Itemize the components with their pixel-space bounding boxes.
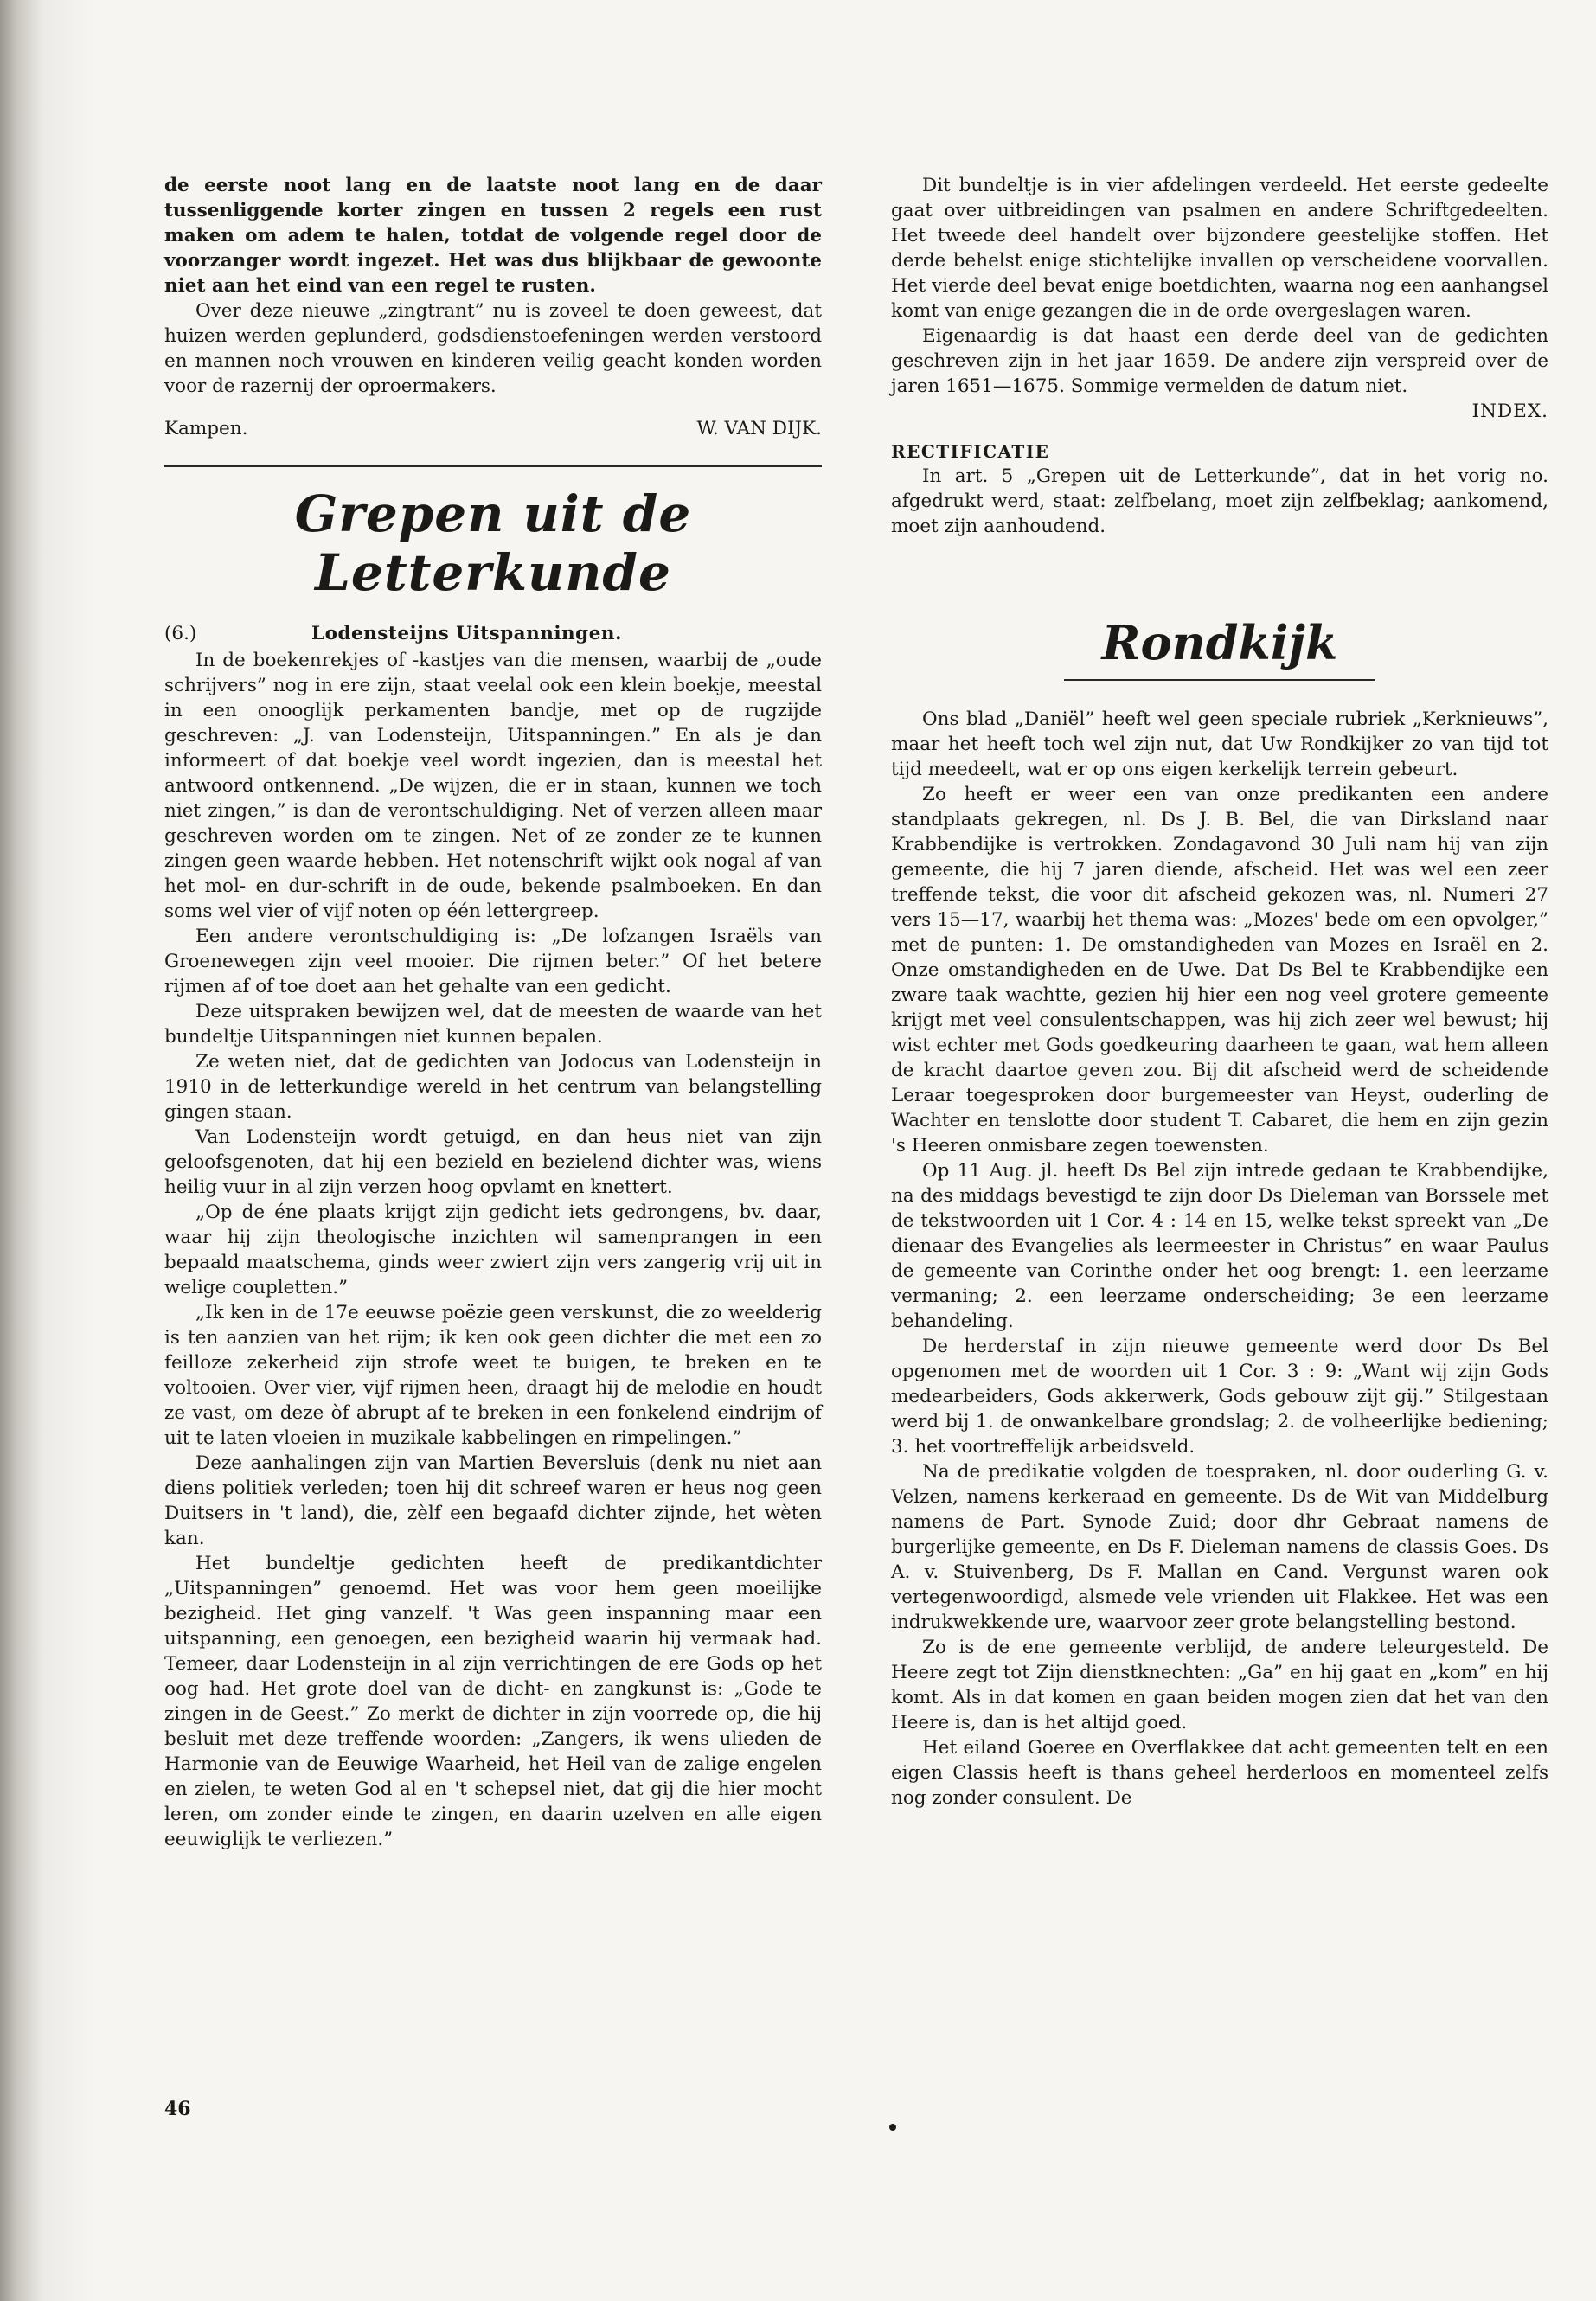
left-column — [164, 173, 822, 1852]
article-body — [164, 648, 822, 1852]
rondkijk-title: Rondkijk — [1101, 615, 1338, 670]
section-divider — [164, 465, 822, 467]
rondkijk-paragraph: De herderstaf in zijn nieuwe gemeente werd door Ds Bel opgenomen met de woorden uit 1 Cor. 3 : 9: „Want wij zijn Gods medearbeiders, Gods akkerwerk, Gods gebouw zijt gij.” Stilgestaan werd bij 1. de onwankelbare grondslag; 2. de volheerlijke bediening; 3. het voortreffelijk arbeidsveld. — [891, 1336, 1548, 1458]
article-paragraph: Het bundeltje gedichten heeft de predikantdichter „Uitspanningen” genoemd. Het was voor hem geen moeilijke bezigheid. Het ging vanzelf. 't Was geen inspanning maar een uitspanning, een genoegen, een bezigheid waarin hij vermaak had. Temeer, daar Lodensteijn in al zijn verrichtingen de ere Gods op het oog had. Het grote doel van de dicht- en zangkunst is: „Gode te zingen in de Geest.” Zo merkt de dichter in zijn voorrede op, die hij besluit met deze treffende woorden: „Zangers, ik wens ulieden de Harmonie van de Eeuwige Waarheid, het Heil van de zalige engelen en zielen, te weten God al en 't schepsel niet, dat gij die hier mocht leren, om zonder einde te zingen, en daarin uzelven en alle eigen eeuwiglijk te verliezen.” — [164, 1553, 822, 1850]
article-title: Grepen uit de Letterkunde — [294, 484, 692, 602]
rondkijk-paragraph: Zo is de ene gemeente verblijd, de andere teleurgesteld. De Heere zegt tot Zijn dienstknechten: „Ga” en hij gaat en „kom” en hij komt. Als in dat komen en gaan beiden mogen zien dat het van den Heere is, dan is het altijd goed. — [891, 1637, 1548, 1734]
rondkijk-body — [891, 707, 1548, 1811]
rondkijk-paragraph: Op 11 Aug. jl. heeft Ds Bel zijn intrede gedaan te Krabbendijke, na des middags bevestigd te zijn door Ds Dieleman van Borssele met de tekstwoorden uit 1 Cor. 4 : 14 en 15, welke tekst spreekt van „De dienaar des Evangelies als leermeester in Christus” en waar Paulus de gemeente van Corinthe onder het oog brengt: 1. een leerzame vermaning; 2. een leerzame onderscheiding; 3e een leerzame behandeling. — [891, 1160, 1548, 1332]
signature-author: W. VAN DIJK. — [696, 418, 822, 439]
bullet-mark — [889, 2124, 896, 2131]
index-signature: INDEX. — [1471, 401, 1548, 422]
article-paragraph: „Op de éne plaats krijgt zijn gedicht iets gedrongens, bv. daar, waar hij zijn theologische inzichten wil samenprangen in een bepaald maatschema, ginds weer zwiert zijn vers zangerig vrij uit in welige coupletten.” — [164, 1202, 822, 1298]
rondkijk-rule — [1064, 679, 1375, 681]
signature-place: Kampen. — [164, 418, 248, 439]
article-paragraph: Van Lodensteijn wordt getuigd, en dan heus niet van zijn geloofsgenoten, dat hij een bezield en bezielend dichter was, wiens heilig vuur in al zijn verzen hoog opvlamt en knettert. — [164, 1126, 822, 1198]
intro-paragraph: de eerste noot lang en de laatste noot lang en de daar tussenliggende korter zingen en tussen 2 regels een rust maken om adem te halen, totdat de volgende regel door de voorzanger wordt ingezet. Het was dus blijkbaar de gewoonte niet aan het eind van een regel te rusten. — [164, 175, 822, 297]
rondkijk-paragraph: Na de predikatie volgden de toespraken, nl. door ouderling G. v. Velzen, namens kerkeraad en gemeente. Ds de Wit van Middelburg namens de Part. Synode Zuid; door dhr Gebraat namens de burgerlijke gemeente, en Ds F. Dieleman namens de classis Goes. Ds A. v. Stuivenberg, Ds F. Mallan en Cand. Vergunst waren ook vertegenwoordigd, alsmede vele vrienden uit Flakkee. Het was een indrukwekkende ure, waarvoor zeer grote belangstelling bestond. — [891, 1461, 1548, 1633]
page-number: 46 — [164, 2098, 191, 2120]
article-paragraph: Deze uitspraken bewijzen wel, dat de meesten de waarde van het bundeltje Uitspanningen niet kunnen bepalen. — [164, 1001, 822, 1048]
article-paragraph: In de boekenrekjes of -kastjes van die mensen, waarbij de „oude schrijvers” nog in ere zijn, staat veelal ook een klein boekje, meestal in een onooglijk perkamenten bandje, met op de rugzijde geschreven: „J. van Lodensteijn, Uitspanningen.” En als je dan informeert of dat boekje veel wordt ingezien, dan is meestal het antwoord ontkennend. „De wijzen, die er in staan, kunnen we toch niet zingen,” is dan de verontschuldiging. Net of verzen alleen maar geschreven worden om te zingen. Net of ze zonder ze te kunnen zingen geen waarde hebben. Het notenschrift wijkt ook nogal af van het mol- en dur-schrift in de oude, bekende psalmboeken. En dan soms wel vier of vijf noten op één lettergreep. — [164, 650, 822, 922]
article-paragraph: Een andere verontschuldiging is: „De lofzangen Israëls van Groenewegen zijn veel mooier. Die rijmen beter.” Of het betere rijmen af of toe doet aan het gehalte van een gedicht. — [164, 926, 822, 997]
signature-line — [164, 418, 822, 439]
rondkijk-paragraph: Ons blad „Daniël” heeft wel geen speciale rubriek „Kerknieuws”, maar het heeft toch wel zijn nut, dat Uw Rondkijker zo van tijd tot tijd meedeelt, wat er op ons eigen kerkelijk terrein gebeurt. — [891, 708, 1548, 780]
article-number: (6.) — [164, 623, 197, 644]
rondkijk-paragraph: Het eiland Goeree en Overflakkee dat acht gemeenten telt en een eigen Classis heeft is thans geheel herderloos en momenteel zelfs nog zonder consulent. De — [891, 1737, 1548, 1809]
dates-paragraph: Eigenaardig is dat haast een derde deel van de gedichten geschreven zijn in het jaar 1659. De andere zijn verspreid over de jaren 1651—1675. Sommige vermelden de datum niet. — [891, 325, 1548, 397]
article-subhead — [164, 623, 822, 644]
bundle-paragraph: Dit bundeltje is in vier afdelingen verdeeld. Het eerste gedeelte gaat over uitbreidingen van psalmen en andere Schriftgedeelten. Het tweede deel handelt over bijzondere geestelijke stoffen. Het derde behelst enige stichtelijke invallen op verscheidene voorvallen. Het vierde deel bevat enige boetdichten, waarna nog een aanhangsel komt van enige gezangen die in de orde overgeslagen waren. — [891, 175, 1548, 322]
article-paragraph: Deze aanhalingen zijn van Martien Beversluis (denk nu niet aan diens politiek verleden; toen hij dit schreef waren er heus nog geen Duitsers in 't land), die, zèlf een begaafd dichter zijnde, het wèten kan. — [164, 1452, 822, 1549]
zingtrant-paragraph: Over deze nieuwe „zingtrant” nu is zoveel te doen geweest, dat huizen werden geplunderd, godsdienstoefeningen werden verstoord en mannen noch vrouwen en kinderen veilig geacht konden worden voor de razernij der oproermakers. — [164, 300, 822, 397]
article-subtitle: Lodensteijns Uitspanningen. — [311, 623, 622, 644]
article-paragraph: Ze weten niet, dat de gedichten van Jodocus van Lodensteijn in 1910 in de letterkundige wereld in het centrum van belangstelling gingen staan. — [164, 1051, 822, 1123]
rectificatie-text: In art. 5 „Grepen uit de Letterkunde”, dat in het vorig no. afgedrukt werd, staat: zelfbelang, moet zijn zelfbeklag; aankomend, moet zijn aanhoudend. — [891, 465, 1548, 537]
rondkijk-paragraph: Zo heeft er weer een van onze predikanten een andere standplaats gekregen, nl. Ds J. B. Bel, die van Dirksland naar Krabbendijke is vertrokken. Zondagavond 30 Juli nam hij van zijn gemeente, die hij 7 jaren diende, afscheid. Het was wel een zeer treffende tekst, die voor dit afscheid gekozen was, nl. Numeri 27 vers 15—17, waarbij het thema was: „Mozes' bede om een opvolger,” met de punten: 1. De omstandigheden van Mozes en Israël en 2. Onze omstandigheden en de Uwe. Dat Ds Bel te Krabbendijke een zware taak wachtte, gezien hij hier een nog veel grotere gemeente krijgt met veel consulentschappen, was hij zich zeer wel bewust; hij wist echter met Gods goedkeuring daarheen te gaan, wat hem alleen de kracht daartoe geven zou. Bij dit afscheid werd de scheidende Leraar toegesproken door burgemeester van Heyst, ouderling de Wachter en tenslotte door student T. Cabaret, die hem en zijn gezin 's Heeren onmisbare zegen toewensten. — [891, 784, 1548, 1157]
right-column — [891, 173, 1548, 1811]
article-paragraph: „Ik ken in de 17e eeuwse poëzie geen verskunst, die zo weelderig is ten aanzien van het rijm; ik ken ook geen dichter die met een zo feilloze zekerheid zijn strofe weet te buigen, te breken en te voltooien. Over vier, vijf rijmen heen, draagt hij de melodie en houdt ze vast, om deze òf abrupt af te breken in een fonkelend eindrijm of uit te laten vloeien in muzikale kabbelingen en rimpelingen.” — [164, 1302, 822, 1449]
rectificatie-heading: RECTIFICATIE — [891, 441, 1050, 462]
